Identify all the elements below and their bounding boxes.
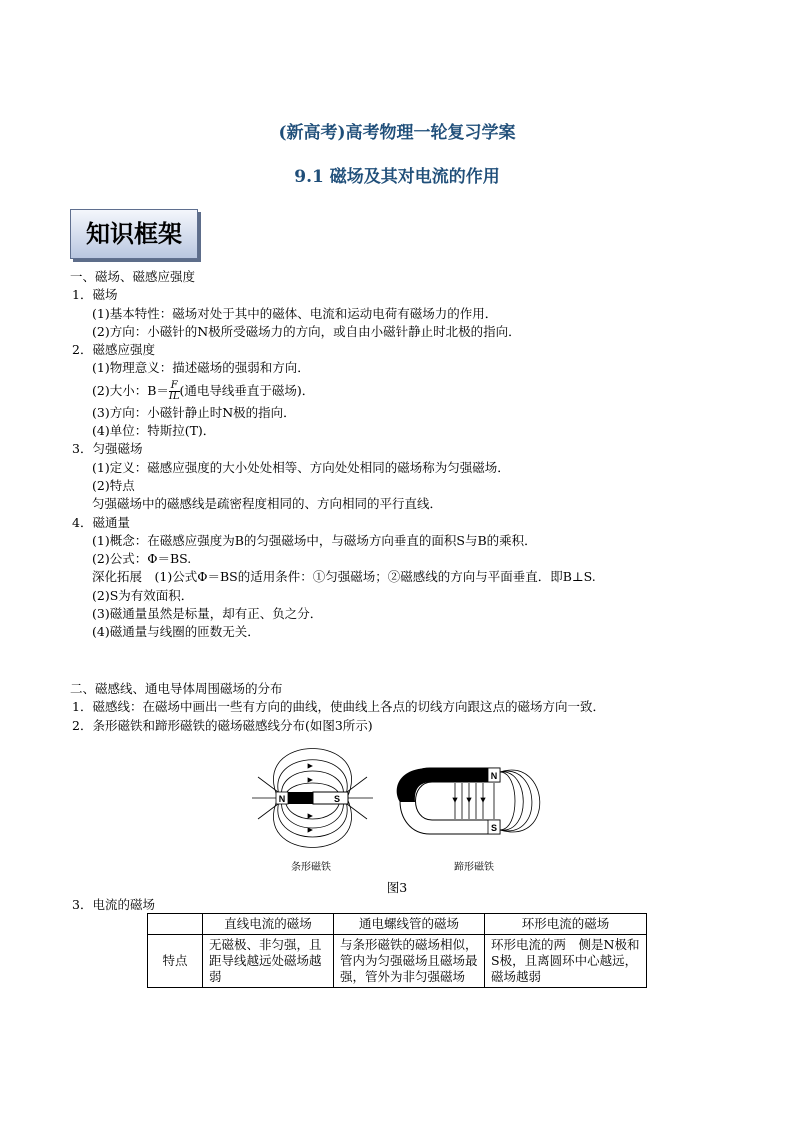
fraction-denominator: IL: [168, 390, 180, 402]
subsection-title: 1．磁场: [72, 287, 118, 303]
text-line: (2)公式：Φ＝BS.: [92, 551, 192, 567]
text-line: (1)基本特性：磁场对处于其中的磁体、电流和运动电荷有磁场力的作用．: [92, 305, 498, 321]
text-line: (3)磁通量虽然是标量，却有正、负之分．: [92, 606, 323, 622]
table-header-cell: 通电螺线管的磁场: [334, 914, 485, 935]
text-line: (1)概念：在磁感应强度为B的匀强磁场中，与磁场方向垂直的面积S与B的乘积．: [92, 532, 537, 548]
horseshoe-magnet-label: 蹄形磁铁: [454, 862, 494, 873]
subsection-title: 3．匀强磁场: [72, 441, 143, 457]
section1-heading: 一、磁场、磁感应强度: [70, 269, 196, 284]
subsection-title: 4．磁通量: [72, 514, 130, 530]
text-line: (2)特点: [92, 477, 135, 493]
table-header-cell: [148, 914, 203, 935]
text-line: 1．磁感线：在磁场中画出一些有方向的曲线，使曲线上各点的切线方向跟这点的磁场方向一致．: [72, 699, 605, 715]
table-row: [148, 935, 647, 988]
section2: [70, 680, 670, 735]
table-header-cell: 环形电流的磁场: [485, 914, 647, 935]
table-cell: 与条形磁铁的磁场相似，管内为匀强磁场且磁场最强，管外为非匀强磁场: [334, 935, 485, 988]
subsection-title: 2．磁感应强度: [72, 342, 155, 358]
magnet-field-figure: [0, 742, 794, 892]
text-line: 匀强磁场中的磁感线是疏密程度相同的、方向相同的平行直线．: [92, 496, 443, 512]
figure-caption: 图3: [386, 880, 408, 895]
table-header-cell: 直线电流的磁场: [203, 914, 334, 935]
text-line: (4)磁通量与线圈的匝数无关．: [92, 624, 260, 640]
formula-prefix: (2)大小：B＝: [92, 382, 169, 398]
section-title: 9.1 磁场及其对电流的作用: [294, 167, 500, 187]
section1: [70, 268, 670, 642]
document-title: (新高考)高考物理一轮复习学案: [278, 123, 516, 143]
current-field-table: [147, 913, 647, 988]
text-line: (4)单位：特斯拉(T)．: [92, 423, 216, 439]
table-header-row: [148, 914, 647, 935]
text-line: (1)物理意义：描述磁场的强弱和方向．: [92, 360, 310, 376]
fraction-numerator: F: [170, 379, 178, 391]
bar-pole-n: N: [278, 794, 286, 804]
formula-line: [70, 378, 670, 404]
text-line: 深化拓展 (1)公式Φ＝BS的适用条件：①匀强磁场；②磁感线的方向与平面垂直．即B⊥S.: [92, 569, 596, 585]
section2-heading: 二、磁感线、通电导体周围磁场的分布: [70, 681, 283, 696]
bar-pole-s: S: [333, 794, 341, 804]
text-line: (1)定义：磁感应强度的大小处处相等、方向处处相同的磁场称为匀强磁场．: [92, 459, 510, 475]
bar-magnet-label: 条形磁铁: [291, 862, 331, 873]
formula-suffix: (通电导线垂直于磁场)．: [179, 382, 315, 398]
text-line: (2)S为有效面积．: [92, 587, 194, 603]
table-cell: 无磁极、非匀强，且距导线越远处磁场越弱: [203, 935, 334, 988]
text-line: 2．条形磁铁和蹄形磁铁的磁场磁感线分布(如图3所示): [72, 717, 373, 733]
horseshoe-pole-n: N: [490, 771, 498, 781]
horseshoe-magnet: [397, 768, 500, 834]
knowledge-framework-badge: 知识框架: [70, 209, 198, 259]
table-row-label: 特点: [148, 935, 203, 988]
horseshoe-pole-s: S: [490, 823, 498, 833]
current-field-heading: 3．电流的磁场: [72, 897, 155, 912]
table-cell: 环形电流的两 侧是N极和S极，且离圆环中心越远，磁场越弱: [485, 935, 647, 988]
text-line: (2)方向：小磁针的N极所受磁场力的方向，或自由小磁针静止时北极的指向．: [92, 323, 521, 339]
text-line: (3)方向：小磁针静止时N极的指向．: [92, 404, 296, 420]
fraction: [169, 381, 180, 402]
